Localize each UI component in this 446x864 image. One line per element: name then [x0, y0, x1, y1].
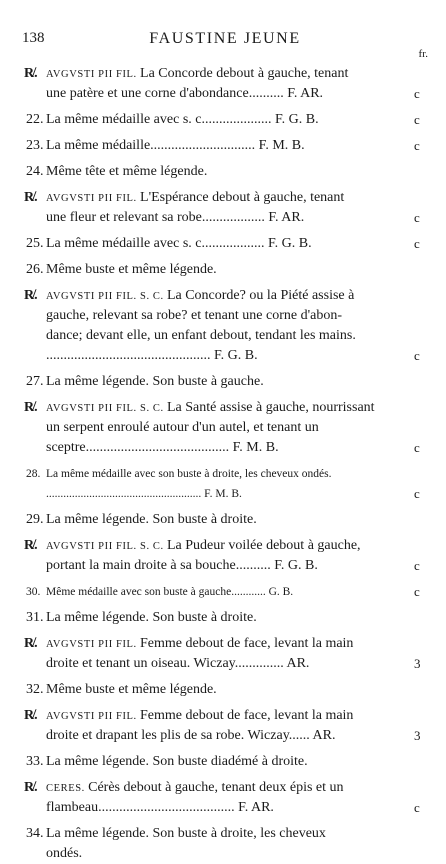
description-text: portant la main droite à sa bouche.......... F. G. B.	[46, 558, 318, 573]
line-text	[46, 582, 293, 602]
rarity-value: c	[414, 486, 420, 501]
rarity-value: c	[414, 236, 420, 251]
description-text: La même légende. Son buste à gauche.	[46, 374, 264, 389]
coin-legend: AVGVSTI PII FIL.	[46, 639, 141, 650]
catalog-line	[0, 326, 446, 346]
description-text: La Concorde? ou la Piété assise à	[166, 288, 355, 303]
description-text: La même médaille.............................. F. M. B.	[46, 138, 305, 153]
line-text	[46, 346, 258, 366]
catalog-line	[0, 582, 446, 602]
page-number: 138	[22, 30, 45, 46]
description-text: Même buste et même légende.	[46, 682, 217, 697]
catalog-line	[0, 398, 446, 418]
catalog-line	[0, 484, 446, 504]
catalog-line	[0, 510, 446, 530]
description-text: une patère et une corne d'abondance.......... F. AR.	[46, 86, 324, 101]
coin-legend: CERES.	[46, 783, 89, 794]
reverse-marker: R̸.	[24, 400, 38, 415]
description-text: un serpent enroulé autour d'un autel, et tenant un	[46, 420, 319, 435]
entry-number: 31.	[26, 610, 44, 625]
description-text: dance; devant elle, un enfant debout, tendant les mains.	[46, 328, 356, 343]
description-text: une fleur et relevant sa robe.................. F. AR.	[46, 210, 305, 225]
rarity-value: c	[414, 558, 420, 573]
line-text	[46, 438, 279, 458]
description-text: La même légende. Son buste diadémé à droite.	[46, 754, 308, 769]
description-text: La même médaille avec s. c.................. F. G. B.	[46, 236, 312, 251]
entry-number: 33.	[26, 754, 44, 769]
catalog-line	[0, 162, 446, 182]
line-text	[46, 510, 257, 530]
line-text	[46, 634, 353, 655]
catalog-line	[0, 306, 446, 326]
description-text: ...................................................... F. M. B.	[46, 488, 242, 500]
line-text	[46, 824, 326, 844]
reverse-marker: R̸.	[24, 538, 38, 553]
catalog-line	[0, 286, 446, 306]
column-label: fr.	[418, 48, 428, 60]
rarity-value: c	[414, 112, 420, 127]
description-text: La même médaille avec son buste à droite, les cheveux ondés.	[46, 468, 332, 480]
description-text: La même médaille avec s. c.................... F. G. B.	[46, 112, 319, 127]
entry-number: 32.	[26, 682, 44, 697]
rarity-value: c	[414, 440, 420, 455]
reverse-marker: R̸.	[24, 780, 38, 795]
reverse-marker: R̸.	[24, 288, 38, 303]
catalog-line	[0, 536, 446, 556]
line-text	[46, 188, 344, 209]
line-text	[46, 726, 335, 746]
catalog-line	[0, 234, 446, 254]
description-text: ............................................... F. G. B.	[46, 348, 258, 363]
catalog-line	[0, 208, 446, 228]
line-text	[46, 844, 82, 864]
line-text	[46, 136, 305, 156]
line-text	[46, 286, 354, 307]
entry-number: 28.	[26, 468, 41, 480]
description-text: Cérès debout à gauche, tenant deux épis et un	[88, 780, 344, 795]
coin-legend: AVGVSTI PII FIL. S. C.	[46, 541, 167, 552]
catalog-line	[0, 136, 446, 156]
catalog-line	[0, 110, 446, 130]
catalog-line	[0, 608, 446, 628]
coin-legend: AVGVSTI PII FIL.	[46, 711, 141, 722]
catalog-line	[0, 438, 446, 458]
reverse-marker: R̸.	[24, 66, 38, 81]
rarity-value: 3	[414, 728, 421, 743]
entry-number: 29.	[26, 512, 44, 527]
line-text	[46, 798, 274, 818]
description-text: droite et tenant un oiseau. Wiczay.............. AR.	[46, 656, 310, 671]
catalog-line	[0, 824, 446, 844]
catalog-line	[0, 634, 446, 654]
line-text	[46, 484, 242, 504]
coin-legend: AVGVSTI PII FIL.	[46, 193, 141, 204]
coin-legend: AVGVSTI PII FIL.	[46, 69, 141, 80]
catalog-line	[0, 372, 446, 392]
catalog-line	[0, 418, 446, 438]
catalog-line	[0, 84, 446, 104]
coin-legend: AVGVSTI PII FIL. S. C.	[46, 403, 167, 414]
line-text	[46, 752, 308, 772]
catalog-line	[0, 844, 446, 864]
description-text: La même légende. Son buste à droite.	[46, 512, 257, 527]
line-text	[46, 162, 207, 182]
description-text: La Santé assise à gauche, nourrissant	[166, 400, 375, 415]
entry-number: 30.	[26, 586, 41, 598]
line-text	[46, 418, 319, 438]
reverse-marker: R̸.	[24, 636, 38, 651]
description-text: La même légende. Son buste à droite, les cheveux	[46, 826, 326, 841]
catalog-line	[0, 726, 446, 746]
line-text	[46, 326, 356, 346]
line-text	[46, 778, 344, 799]
entry-number: 22.	[26, 112, 44, 127]
description-text: gauche, relevant sa robe? et tenant une corne d'abon-	[46, 308, 342, 323]
catalog-line	[0, 556, 446, 576]
reverse-marker: R̸.	[24, 190, 38, 205]
catalog-line	[0, 464, 446, 484]
reverse-marker: R̸.	[24, 708, 38, 723]
catalog-line	[0, 260, 446, 280]
description-text: flambeau....................................... F. AR.	[46, 800, 274, 815]
line-text	[46, 372, 264, 392]
rarity-value: 3	[414, 656, 421, 671]
entry-number: 27.	[26, 374, 44, 389]
description-text: droite et drapant les plis de sa robe. Wiczay...... AR.	[46, 728, 336, 743]
description-text: Même buste et même légende.	[46, 262, 217, 277]
entry-number: 25.	[26, 236, 44, 251]
catalog-line	[0, 188, 446, 208]
line-text	[46, 654, 309, 674]
rarity-value: c	[414, 138, 420, 153]
line-text	[46, 556, 318, 576]
description-text: La même légende. Son buste à droite.	[46, 610, 257, 625]
description-text: Femme debout de face, levant la main	[140, 636, 354, 651]
rarity-value: c	[414, 210, 420, 225]
rarity-value: c	[414, 348, 420, 363]
rarity-value: c	[414, 584, 420, 599]
catalog-line	[0, 346, 446, 366]
line-text	[46, 536, 361, 557]
entry-number: 34.	[26, 826, 44, 841]
entry-number: 24.	[26, 164, 44, 179]
line-text	[46, 608, 257, 628]
catalog-line	[0, 778, 446, 798]
line-text	[46, 84, 323, 104]
line-text	[46, 234, 312, 254]
description-text: Même tête et même légende.	[46, 164, 208, 179]
description-text: sceptre......................................... F. M. B.	[46, 440, 279, 455]
description-text: Femme debout de face, levant la main	[140, 708, 354, 723]
line-text	[46, 464, 331, 484]
line-text	[46, 680, 217, 700]
catalog-line	[0, 654, 446, 674]
catalog-line	[0, 64, 446, 84]
description-text: ondés.	[46, 846, 83, 861]
catalog-line	[0, 752, 446, 772]
description-text: La Pudeur voilée debout à gauche,	[166, 538, 361, 553]
description-text: Même médaille avec son buste à gauche............ G. B.	[46, 586, 294, 598]
catalog-line	[0, 706, 446, 726]
line-text	[46, 260, 217, 280]
rarity-value: c	[414, 86, 420, 101]
line-text	[46, 706, 353, 727]
line-text	[46, 208, 304, 228]
coin-legend: AVGVSTI PII FIL. S. C.	[46, 291, 167, 302]
entry-number: 23.	[26, 138, 44, 153]
line-text	[46, 306, 342, 326]
catalog-line	[0, 680, 446, 700]
entry-number: 26.	[26, 262, 44, 277]
rarity-value: c	[414, 800, 420, 815]
description-text: L'Espérance debout à gauche, tenant	[140, 190, 345, 205]
line-text	[46, 398, 375, 419]
line-text	[46, 64, 348, 85]
running-title: FAUSTINE JEUNE	[149, 30, 301, 47]
catalog-entries	[0, 64, 446, 864]
catalog-line	[0, 798, 446, 818]
line-text	[46, 110, 319, 130]
description-text: La Concorde debout à gauche, tenant	[140, 66, 349, 81]
page-header	[22, 30, 428, 60]
